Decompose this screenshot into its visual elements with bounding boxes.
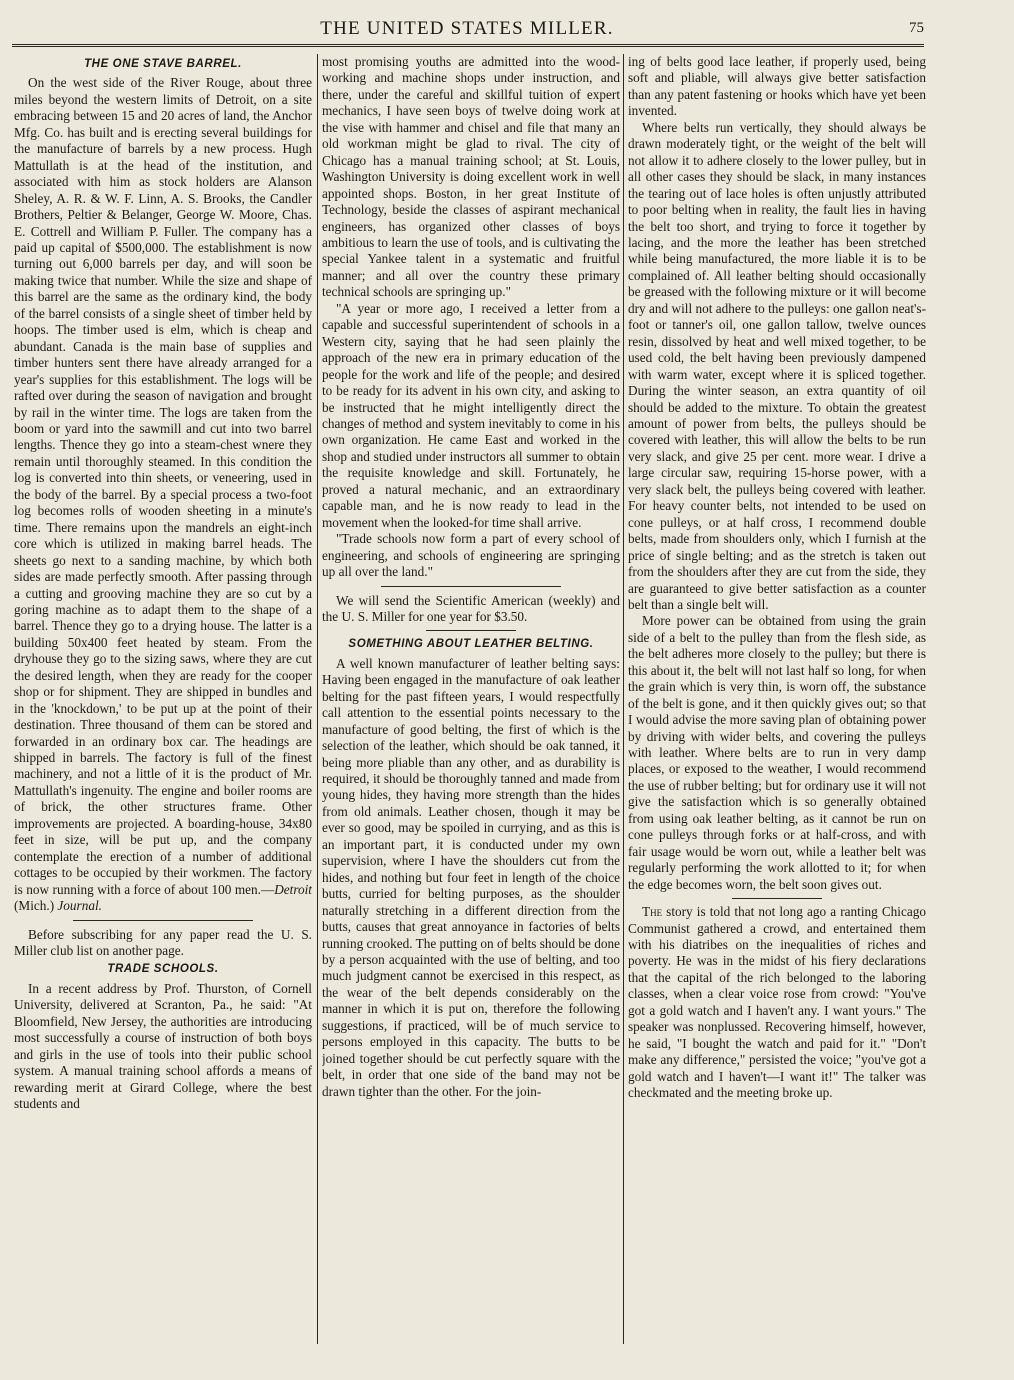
column-divider [623, 54, 624, 1344]
article-separator [73, 920, 253, 921]
article-separator [381, 586, 561, 587]
subscription-offer: We will send the Scientific American (weekly) and the U. S. Miller for one year for $3.50. [322, 592, 620, 624]
trade-schools-paragraph: "Trade schools now form a part of every school of engineering, and schools of engineering are springing up all over the land." [322, 531, 620, 580]
masthead-title: THE UNITED STATES MILLER. [320, 18, 614, 39]
communist-story-paragraph [628, 904, 926, 1101]
stave-text: On the west side of the River Rouge, about three miles beyond the western limits of Detroit, on a site embracing between 15 and 20 acres of land, the Anchor Mfg. Co. has built and is erecting several buildings for the manufacture of barrels by a new process. Hugh Mattullath is at the head of the institution, and associated with him as stock holders are Alanson Sheley, A. R. & W. F. Linn, A. S. Brooks, the Candler Brothers, Peltier & Belanger, George W. Moore, Chas. E. Cottrell and William P. Fuller. The company has a paid up capital of $500,000. The establishment is now turning out 6,000 barrels per day, and will soon be making twice that number. While the size and shape of this barrel are the same as the ordinary kind, the body of the barrel consists of a single sheet of timber held by hoops. The timber used is elm, which is cheap and abundant. Canada is the main base of supplies and timber hunters sent there have already arranged for a year's supplies for this establishment. The logs will be rafted over during the season of navigation and brought by rail in the winter time. The logs are taken from the boom or yard into the sawmill and cut into two barrel lengths. Thence they go into a steam-chest wnere they remain until thoroughly steamed. In this condition the log is converted into thin sheets, or veneering, used in the body of the barrel. By a special process a two-foot log becomes rolls of wooden sheeting in a minute's time. There remains upon the mandrels an eight-inch core which is utilized in making barrel heads. The sheets go next to a sanding machine, by which both sides are made perfectly smooth. After passing through a cutting and grooving machine they are so cut by a goring machine as to adapt them to the shape of a barrel. Thence they go to a drying house. The latter is a building 50x400 feet heated by steam. From the dryhouse they go to the sizing saws, where they are cut the desired length, when they are ready for the cooper shop or for shipment. They are shipped in bundles and in the 'knockdown,' to be put up at the point of their destination. Three thousand of them can be stored and forwarded in an ordinary box car. The headings are shipped in barrels. The factory is full of the finest machinery, and not a little of it is the product of Mr. Mattullath's ingenuity. The engine and boiler rooms are of brick, the other structures frame. Other improvements are projected. A boarding-house, 34x80 feet in size, will be put up, and the company contemplate the erection of a number of additional cottages to be occupied by their workmen. The factory is now running with a force of about 100 men.— [14, 75, 312, 897]
article-separator [426, 630, 516, 631]
leather-belting-paragraph: ing of belts good lace leather, if properly used, being soft and pliable, will always give better satisfaction than any patent fastening or hooks which have yet been invented. [628, 54, 926, 119]
column-1 [14, 54, 312, 1370]
source-state: (Mich.) [14, 898, 58, 914]
article-separator [732, 898, 822, 899]
trade-schools-paragraph: "A year or more ago, I received a letter from a capable and successful superintendent of schools in a Western city, saying that he had seen plainly the approach of the new era in primary education of the people for the work and life of the people; and desired to be ready for its advent in his own city, and asking to be instructed that he might intelligently direct the changes of method and system inevitably to come in his own organization. He came East and worked in the shop and studied under instructors all summer to obtain the requisite knowledge and skill. Fortunately, he proved a natural mechanic, and an extraordinary capable man, and he is now ready to lead in the movement when the looked-for time shall arrive. [322, 300, 620, 530]
leather-belting-paragraph: Where belts run vertically, they should always be drawn moderately tight, or the weight of the belt will not allow it to adhere closely to the lower pulley, but in all other cases they should be slack, in many instances the tearing out of lace holes is often unjustly attributed to poor belting when in reality, the fault lies in having the belt too short, and trying to force it together by lacing, and the more the leather has been stretched while being manufactured, the more liable it is to be complained of. All leather belting should occasionally be greased with the following mixture or it will become dry and will not adhere to the pulleys: one gallon neat's-foot or tanner's oil, one gallon tallow, twelve ounces resin, dissolved by heat and well mixed together, to be used cold, the belt having been previously dampened with warm water, except where it is spliced together. During the winter season, an extra quantity of oil should be added to the mixture. To obtain the greatest amount of power from belts, the pulleys should be covered with leather, this will allow the belts to be run very slack, and give 25 per cent. more wear. I drive a large circular saw, requiring 15-horse power, with a very slack belt, the pulleys being covered with leather. For heavy counter belts, not intended to be used on cone pulleys, or at half cross, I recommend double belts, made from shoulders only, which I furnish at the price of single belting; and as the stretch is taken out from the shoulders after they are cut from the side, they are guaranteed to give better satisfaction as a counter belt than a single belt will. [628, 119, 926, 612]
story-lead-word: The [642, 904, 663, 920]
source-journal: Journal. [57, 898, 102, 914]
column-divider [317, 54, 318, 1344]
trade-schools-paragraph: most promising youths are admitted into the wood-working and machine shops under instruction, and there, under the careful and skillful tuition of expert mechanics, I have seen boys of twelve doing work at the vise with hammer and chisel and file that many an old workman might be glad to rival. The city of Chicago has a manual training school; at St. Louis, Washington University is doing excellent work in well appointed shops. Boston, in her great Institute of Technology, beside the classes of aspirant mechanical engineers, has organized other classes of boys ambitious to learn the use of tools, and is cultivating the special Yankee talent in a systematic and fruitful manner; and all over the country these primary technical schools are springing up." [322, 54, 620, 300]
source-city: Detroit [274, 881, 312, 897]
article-heading-one-stave-barrel: THE ONE STAVE BARREL. [84, 58, 242, 70]
column-2 [322, 54, 620, 1370]
stave-paragraph [14, 75, 312, 914]
masthead-rule [12, 44, 924, 47]
leather-belting-paragraph: A well known manufacturer of leather belting says: Having been engaged in the manufacture of oak leather belting for the past fifteen years, I would respectfully call attention to the essential points necessary to the manufacture of good belting, the first of which is the selection of the leather, which should be oak tanned, it being more pliable than any other, and as durability is required, it should be thoroughly tanned and made from young hides, they having more strength than the hides from old animals. Leather chosen, though it may be ever so good, may be spoiled in currying, and as this is an important part, it is conducted under my own supervision, where I have the shoulders cut from the hides, and nothing but four feet in length of the choice butts, curried for belting purposes, as the shoulder naturally stretching in a different direction from the butts, causes that great annoyance in factories of belts running crooked. The putting on of belts should be done by a person acquainted with the use of belting, and too much judgment cannot be exercised in this respect, as the wear of the belt depends considerably on the manner in which it is put on, therefore the following suggestions, if practiced, will be of much service to persons employed in this capacity. The butts to be joined together should be cut perfectly square with the belt, in order that one side of the band may not be drawn tighter than the other. For the join- [322, 655, 620, 1099]
story-text: story is told that not long ago a ranting Chicago Communist gathered a crowd, and entertained them with his diatribes on the inequalities of riches and poverty. He was in the midst of his fiery declarations that the capital of the rich belonged to the laboring classes, when a clear voice rose from crowd: "You've got a gold watch and I haven't any. I want yours." The speaker was nonplussed. Recovering himself, however, he said, "I bought the watch and paid for it." "Don't make any difference," persisted the voice; "you've got a gold watch and I haven't—I want it!" The talker was checkmated and the meeting broke up. [628, 904, 926, 1101]
leather-belting-paragraph: More power can be obtained from using the grain side of a belt to the pulley than from the flesh side, as the belt adheres more closely to the pulley; but there is this about it, the belt will not last half so long, for when the grain which is very thin, is worn off, the substance of the belt is gone, and it then quickly gives out; so that I would advise the more saving plan of obtaining power by driving with wider belts, and covering the pulleys with leather. Where belts are to run in very damp places, or exposed to the weather, I would recommend the use of rubber belting; but for ordinary use it will not give the satisfaction which is so generally obtained from using oak leather belting, as it cannot be run on cone pulleys through forks or at half-cross, and with fair usage would be worn out, while a leather belt was regularly performing the work allotted to it; for when the edge becomes worn, the belt soon gives out. [628, 613, 926, 892]
trade-schools-paragraph: In a recent address by Prof. Thurston, of Cornell University, delivered at Scranton, Pa., he said: "At Bloomfield, New Jersey, the authorities are introducing most successfully a course of instruction of both boys and girls in the use of tools into their public school system. A manual training school affords a means of rewarding merit at Girard College, where the best students and [14, 980, 312, 1112]
page-number: 75 [909, 20, 924, 36]
article-heading-leather-belting: SOMETHING ABOUT LEATHER BELTING. [348, 638, 594, 651]
column-3 [628, 54, 926, 1370]
article-heading-trade-schools: TRADE SCHOOLS. [107, 963, 219, 976]
club-list-notice: Before subscribing for any paper read the U. S. Miller club list on another page. [14, 926, 312, 959]
